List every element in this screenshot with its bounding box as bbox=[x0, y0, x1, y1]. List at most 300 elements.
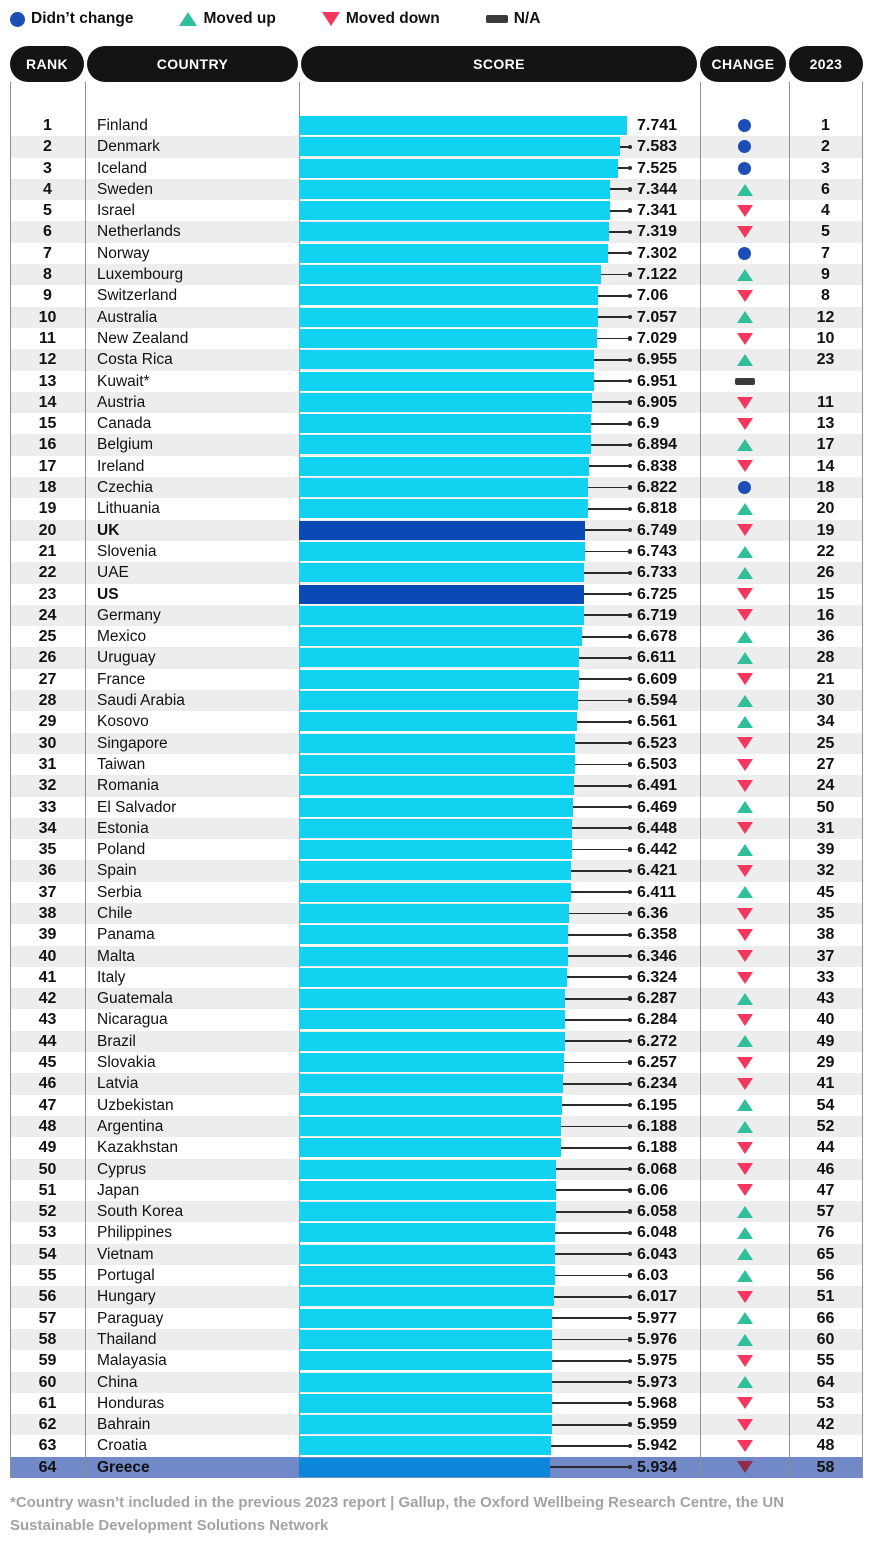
connector-line bbox=[575, 764, 631, 766]
connector-line bbox=[578, 700, 630, 702]
score-bar bbox=[299, 222, 609, 241]
connector-line bbox=[588, 487, 630, 489]
rank-value: 3 bbox=[43, 159, 52, 177]
prev-rank-value: 48 bbox=[816, 1437, 835, 1455]
change-cell bbox=[700, 1286, 789, 1307]
table-row bbox=[10, 285, 862, 306]
table-row bbox=[10, 1031, 862, 1052]
country-label: US bbox=[97, 585, 119, 603]
prev-rank-value: 65 bbox=[816, 1245, 835, 1263]
change-cell bbox=[700, 328, 789, 349]
connector-line bbox=[555, 1275, 631, 1277]
prev-rank-value: 8 bbox=[821, 287, 830, 305]
score-value: 6.043 bbox=[637, 1245, 678, 1263]
score-value: 5.976 bbox=[637, 1330, 678, 1348]
change-cell bbox=[700, 1009, 789, 1030]
moved-up-icon bbox=[737, 1248, 753, 1260]
connector-line bbox=[572, 849, 630, 851]
change-cell bbox=[700, 307, 789, 328]
score-value: 7.344 bbox=[637, 180, 678, 198]
didnt-change-icon bbox=[738, 247, 751, 260]
connector-line bbox=[561, 1126, 630, 1128]
score-bar bbox=[299, 308, 598, 327]
moved-down-icon bbox=[737, 1163, 753, 1175]
rank-value: 48 bbox=[38, 1117, 57, 1135]
country-label: Iceland bbox=[97, 159, 147, 177]
prev-rank-value: 55 bbox=[816, 1352, 835, 1370]
prev-rank-value: 18 bbox=[816, 479, 835, 497]
change-cell bbox=[700, 243, 789, 264]
table-row bbox=[10, 924, 862, 945]
score-bar bbox=[299, 627, 582, 646]
country-label: Poland bbox=[97, 841, 146, 859]
prev-rank-value: 30 bbox=[816, 692, 835, 710]
score-value: 6.469 bbox=[637, 798, 678, 816]
change-cell bbox=[700, 1180, 789, 1201]
country-label: China bbox=[97, 1373, 138, 1391]
table-row bbox=[10, 1414, 862, 1435]
country-label: Paraguay bbox=[97, 1309, 164, 1327]
country-label: Belgium bbox=[97, 436, 153, 454]
country-label: UAE bbox=[97, 564, 129, 582]
prev-rank-value: 50 bbox=[816, 798, 835, 816]
change-cell bbox=[700, 647, 789, 668]
score-bar bbox=[299, 1117, 561, 1136]
score-value: 6.894 bbox=[637, 436, 678, 454]
connector-line bbox=[598, 316, 630, 318]
country-label: Denmark bbox=[97, 138, 160, 156]
score-bar bbox=[299, 159, 618, 178]
rank-value: 35 bbox=[38, 841, 57, 859]
score-value: 6.905 bbox=[637, 393, 678, 411]
score-value: 6.188 bbox=[637, 1139, 678, 1157]
rank-value: 63 bbox=[38, 1437, 57, 1455]
prev-rank-value: 28 bbox=[816, 649, 835, 667]
moved-up-icon bbox=[737, 567, 753, 579]
table-row bbox=[10, 477, 862, 498]
prev-rank-value: 26 bbox=[816, 564, 835, 582]
score-bar bbox=[299, 670, 579, 689]
score-bar bbox=[299, 1053, 564, 1072]
moved-down-icon bbox=[737, 929, 753, 941]
moved-up-icon bbox=[737, 1312, 753, 1324]
rank-value: 34 bbox=[38, 819, 57, 837]
legend-item-moved-down bbox=[322, 10, 440, 28]
country-label: Cyprus bbox=[97, 1160, 147, 1178]
prev-rank-value: 12 bbox=[816, 308, 835, 326]
moved-up-icon bbox=[737, 503, 753, 515]
score-bar bbox=[299, 393, 592, 412]
country-label: Hungary bbox=[97, 1288, 156, 1306]
rank-value: 19 bbox=[38, 500, 57, 518]
rank-value: 54 bbox=[38, 1245, 57, 1263]
score-value: 6.725 bbox=[637, 585, 678, 603]
country-label: Argentina bbox=[97, 1117, 164, 1135]
legend-label: Moved down bbox=[345, 10, 440, 27]
moved-up-icon bbox=[737, 716, 753, 728]
connector-line bbox=[573, 806, 630, 808]
table-row bbox=[10, 115, 862, 136]
connector-line bbox=[556, 1211, 630, 1213]
table-row bbox=[10, 1009, 862, 1030]
moved-up-icon bbox=[737, 1206, 753, 1218]
score-value: 6.9 bbox=[637, 415, 660, 433]
rank-value: 7 bbox=[43, 244, 52, 262]
table-row bbox=[10, 946, 862, 967]
change-cell bbox=[700, 221, 789, 242]
table-row bbox=[10, 158, 862, 179]
rank-value: 17 bbox=[38, 457, 57, 475]
country-label: UK bbox=[97, 521, 120, 539]
score-bar bbox=[299, 457, 589, 476]
score-value: 6.822 bbox=[637, 479, 678, 497]
prev-rank-value: 6 bbox=[821, 180, 830, 198]
rank-value: 30 bbox=[38, 734, 57, 752]
country-label: Switzerland bbox=[97, 287, 178, 305]
moved-down-icon bbox=[737, 1014, 753, 1026]
table-row bbox=[10, 690, 862, 711]
column-header-country: COUNTRY bbox=[87, 46, 298, 82]
moved-down-icon bbox=[737, 418, 753, 430]
table-row bbox=[10, 1137, 862, 1158]
prev-rank-value: 21 bbox=[816, 670, 835, 688]
score-value: 5.968 bbox=[637, 1394, 678, 1412]
prev-rank-value: 15 bbox=[816, 585, 835, 603]
score-bar bbox=[299, 712, 577, 731]
country-label: Brazil bbox=[97, 1032, 136, 1050]
country-label: France bbox=[97, 670, 146, 688]
score-bar bbox=[299, 1160, 556, 1179]
change-cell bbox=[700, 477, 789, 498]
country-label: Bahrain bbox=[97, 1416, 151, 1434]
score-bar bbox=[299, 329, 597, 348]
table-row bbox=[10, 1095, 862, 1116]
change-cell bbox=[700, 1116, 789, 1137]
moved-up-icon bbox=[737, 1035, 753, 1047]
connector-line bbox=[569, 913, 631, 915]
didnt-change-icon bbox=[738, 119, 751, 132]
score-value: 6.048 bbox=[637, 1224, 678, 1242]
score-bar bbox=[299, 372, 594, 391]
score-value: 7.341 bbox=[637, 202, 678, 220]
table-row bbox=[10, 307, 862, 328]
score-value: 6.03 bbox=[637, 1267, 669, 1285]
moved-up-icon bbox=[737, 1270, 753, 1282]
change-cell bbox=[700, 1095, 789, 1116]
didnt-change-icon bbox=[738, 140, 751, 153]
score-value: 7.583 bbox=[637, 138, 678, 156]
connector-line bbox=[552, 1339, 630, 1341]
prev-rank-value: 17 bbox=[816, 436, 835, 454]
prev-rank-value: 19 bbox=[816, 521, 835, 539]
connector-line bbox=[598, 295, 630, 297]
score-bar bbox=[299, 1458, 550, 1477]
table-row bbox=[10, 1244, 862, 1265]
connector-line bbox=[591, 444, 630, 446]
score-value: 7.057 bbox=[637, 308, 678, 326]
table-row bbox=[10, 903, 862, 924]
score-value: 6.561 bbox=[637, 713, 678, 731]
rank-value: 60 bbox=[38, 1373, 57, 1391]
table-row bbox=[10, 882, 862, 903]
change-cell bbox=[700, 520, 789, 541]
moved-down-icon bbox=[737, 1291, 753, 1303]
rank-value: 64 bbox=[38, 1458, 57, 1476]
rank-value: 45 bbox=[38, 1054, 57, 1072]
moved-down-icon bbox=[737, 588, 753, 600]
connector-line bbox=[592, 401, 630, 403]
country-label: Kosovo bbox=[97, 713, 149, 731]
country-label: Luxembourg bbox=[97, 266, 184, 284]
change-cell bbox=[700, 988, 789, 1009]
country-label: El Salvador bbox=[97, 798, 177, 816]
score-bar bbox=[299, 414, 591, 433]
country-label: Uzbekistan bbox=[97, 1096, 174, 1114]
country-label: Saudi Arabia bbox=[97, 692, 185, 710]
score-bar bbox=[299, 1415, 552, 1434]
rank-value: 1 bbox=[43, 117, 52, 134]
country-label: Guatemala bbox=[97, 990, 173, 1008]
connector-line bbox=[562, 1104, 631, 1106]
change-cell bbox=[700, 605, 789, 626]
change-cell bbox=[700, 1222, 789, 1243]
score-bar bbox=[299, 1394, 552, 1413]
score-value: 6.609 bbox=[637, 670, 678, 688]
prev-rank-value: 23 bbox=[816, 351, 835, 369]
score-value: 6.411 bbox=[637, 883, 677, 901]
prev-rank-value: 43 bbox=[816, 990, 835, 1008]
prev-rank-value: 3 bbox=[821, 159, 830, 177]
score-value: 6.503 bbox=[637, 755, 678, 773]
table-row bbox=[10, 1073, 862, 1094]
legend-item-na bbox=[486, 10, 541, 28]
change-cell bbox=[700, 200, 789, 221]
country-label: Honduras bbox=[97, 1394, 165, 1412]
rank-value: 59 bbox=[38, 1352, 57, 1370]
country-label: South Korea bbox=[97, 1203, 184, 1221]
change-cell bbox=[700, 1137, 789, 1158]
rank-value: 58 bbox=[38, 1330, 57, 1348]
score-value: 6.594 bbox=[637, 692, 678, 710]
rank-value: 31 bbox=[38, 755, 57, 773]
change-cell bbox=[700, 434, 789, 455]
score-bar bbox=[299, 180, 610, 199]
score-bar bbox=[299, 478, 588, 497]
connector-line bbox=[552, 1317, 630, 1319]
table-row bbox=[10, 562, 862, 583]
score-value: 6.234 bbox=[637, 1075, 678, 1093]
score-value: 5.934 bbox=[637, 1458, 678, 1476]
score-value: 7.319 bbox=[637, 223, 678, 241]
table-row bbox=[10, 349, 862, 370]
moved-down-icon bbox=[737, 1142, 753, 1154]
change-cell bbox=[700, 1265, 789, 1286]
score-value: 6.491 bbox=[637, 777, 678, 795]
score-bar bbox=[299, 734, 575, 753]
prev-rank-value: 76 bbox=[816, 1224, 835, 1242]
country-label: Latvia bbox=[97, 1075, 139, 1093]
moved-down-icon bbox=[737, 1440, 753, 1452]
legend-label: N/A bbox=[513, 10, 541, 27]
moved-down-icon bbox=[737, 609, 753, 621]
moved-up-icon bbox=[737, 652, 753, 664]
prev-rank-value: 45 bbox=[816, 883, 835, 901]
country-label: Malayasia bbox=[97, 1352, 167, 1370]
moved-down-icon bbox=[737, 397, 753, 409]
score-bar bbox=[299, 1010, 565, 1029]
connector-line bbox=[565, 1040, 630, 1042]
prev-rank-value: 22 bbox=[816, 542, 835, 560]
score-bar bbox=[299, 648, 579, 667]
moved-down-icon bbox=[737, 205, 753, 217]
change-cell bbox=[700, 1201, 789, 1222]
table-row bbox=[10, 988, 862, 1009]
score-bar bbox=[299, 286, 598, 305]
rank-value: 47 bbox=[38, 1096, 57, 1114]
score-bar bbox=[299, 1096, 562, 1115]
connector-line bbox=[564, 1062, 630, 1064]
prev-rank-value: 56 bbox=[816, 1267, 835, 1285]
connector-line bbox=[571, 870, 630, 872]
change-cell bbox=[700, 584, 789, 605]
rank-value: 62 bbox=[38, 1416, 57, 1434]
table-row bbox=[10, 1393, 862, 1414]
table-row bbox=[10, 860, 862, 881]
moved-down-icon bbox=[737, 1461, 753, 1473]
rank-value: 18 bbox=[38, 479, 57, 497]
connector-line bbox=[563, 1083, 630, 1085]
connector-line bbox=[608, 252, 630, 254]
score-value: 7.525 bbox=[637, 159, 678, 177]
score-value: 6.06 bbox=[637, 1181, 669, 1199]
country-label: Portugal bbox=[97, 1267, 155, 1285]
score-bar bbox=[299, 968, 567, 987]
change-cell bbox=[700, 797, 789, 818]
column-header-score: SCORE bbox=[301, 46, 697, 82]
table-row bbox=[10, 1435, 862, 1456]
rank-value: 41 bbox=[38, 968, 57, 986]
circle-icon bbox=[10, 12, 25, 27]
moved-down-icon bbox=[737, 673, 753, 685]
country-label: Croatia bbox=[97, 1437, 147, 1455]
change-cell bbox=[700, 1457, 789, 1478]
connector-line bbox=[610, 210, 630, 212]
country-label: Costa Rica bbox=[97, 351, 173, 369]
score-bar bbox=[299, 947, 568, 966]
country-label: Lithuania bbox=[97, 500, 160, 518]
change-cell bbox=[700, 1435, 789, 1456]
prev-rank-value: 7 bbox=[821, 244, 830, 262]
connector-line bbox=[585, 551, 630, 553]
country-label: New Zealand bbox=[97, 329, 189, 347]
change-cell bbox=[700, 1159, 789, 1180]
prev-rank-value: 58 bbox=[816, 1458, 835, 1476]
score-bar bbox=[299, 1373, 552, 1392]
table-row bbox=[10, 328, 862, 349]
prev-rank-value: 37 bbox=[816, 947, 835, 965]
change-cell bbox=[700, 882, 789, 903]
connector-line bbox=[568, 934, 630, 936]
prev-rank-value: 20 bbox=[816, 500, 835, 518]
prev-rank-value: 33 bbox=[816, 968, 835, 986]
table-row bbox=[10, 200, 862, 221]
moved-up-icon bbox=[737, 439, 753, 451]
score-bar bbox=[299, 1074, 563, 1093]
legend-label: Didn’t change bbox=[31, 10, 134, 27]
prev-rank-value: 2 bbox=[821, 138, 830, 156]
prev-rank-value: 39 bbox=[816, 841, 835, 859]
connector-line bbox=[585, 529, 630, 531]
score-value: 6.284 bbox=[637, 1011, 678, 1029]
connector-line bbox=[588, 508, 630, 510]
country-label: Norway bbox=[97, 244, 150, 262]
country-label: Ireland bbox=[97, 457, 145, 475]
rank-value: 14 bbox=[38, 393, 57, 411]
connector-line bbox=[584, 593, 630, 595]
score-bar bbox=[299, 1266, 555, 1285]
rank-value: 36 bbox=[38, 862, 57, 880]
score-bar bbox=[299, 435, 591, 454]
country-label: Spain bbox=[97, 862, 137, 880]
score-value: 6.36 bbox=[637, 904, 669, 922]
change-cell bbox=[700, 946, 789, 967]
triangle-down-icon bbox=[322, 12, 340, 26]
connector-line bbox=[591, 423, 630, 425]
score-value: 6.719 bbox=[637, 606, 678, 624]
connector-line bbox=[597, 338, 630, 340]
country-label: Slovenia bbox=[97, 542, 157, 560]
table-row bbox=[10, 1201, 862, 1222]
connector-line bbox=[556, 1168, 630, 1170]
rank-value: 11 bbox=[39, 329, 56, 347]
moved-down-icon bbox=[737, 333, 753, 345]
prev-rank-value: 40 bbox=[816, 1011, 835, 1029]
change-cell bbox=[700, 115, 789, 136]
score-value: 6.188 bbox=[637, 1117, 678, 1135]
score-bar bbox=[299, 1202, 556, 1221]
country-label: Uruguay bbox=[97, 649, 156, 667]
score-value: 6.195 bbox=[637, 1096, 678, 1114]
moved-up-icon bbox=[737, 844, 753, 856]
score-bar bbox=[299, 499, 588, 518]
country-label: Austria bbox=[97, 393, 146, 411]
score-value: 7.302 bbox=[637, 244, 678, 262]
moved-down-icon bbox=[737, 1397, 753, 1409]
table-row bbox=[10, 626, 862, 647]
table-row bbox=[10, 1222, 862, 1243]
rank-value: 32 bbox=[38, 777, 57, 795]
change-cell bbox=[700, 1393, 789, 1414]
score-value: 6.749 bbox=[637, 521, 678, 539]
connector-line bbox=[618, 167, 630, 169]
moved-up-icon bbox=[737, 801, 753, 813]
change-cell bbox=[700, 818, 789, 839]
change-cell bbox=[700, 839, 789, 860]
connector-line bbox=[582, 636, 630, 638]
rank-value: 28 bbox=[38, 692, 57, 710]
connector-line bbox=[620, 146, 630, 148]
prev-rank-value: 10 bbox=[816, 329, 835, 347]
moved-down-icon bbox=[737, 1078, 753, 1090]
score-value: 6.058 bbox=[637, 1203, 678, 1221]
rank-value: 16 bbox=[38, 436, 57, 454]
moved-up-icon bbox=[737, 1099, 753, 1111]
score-bar bbox=[299, 265, 601, 284]
score-value: 7.741 bbox=[637, 117, 678, 134]
rank-value: 25 bbox=[38, 628, 57, 646]
score-bar bbox=[299, 137, 620, 156]
rank-value: 8 bbox=[43, 266, 52, 284]
